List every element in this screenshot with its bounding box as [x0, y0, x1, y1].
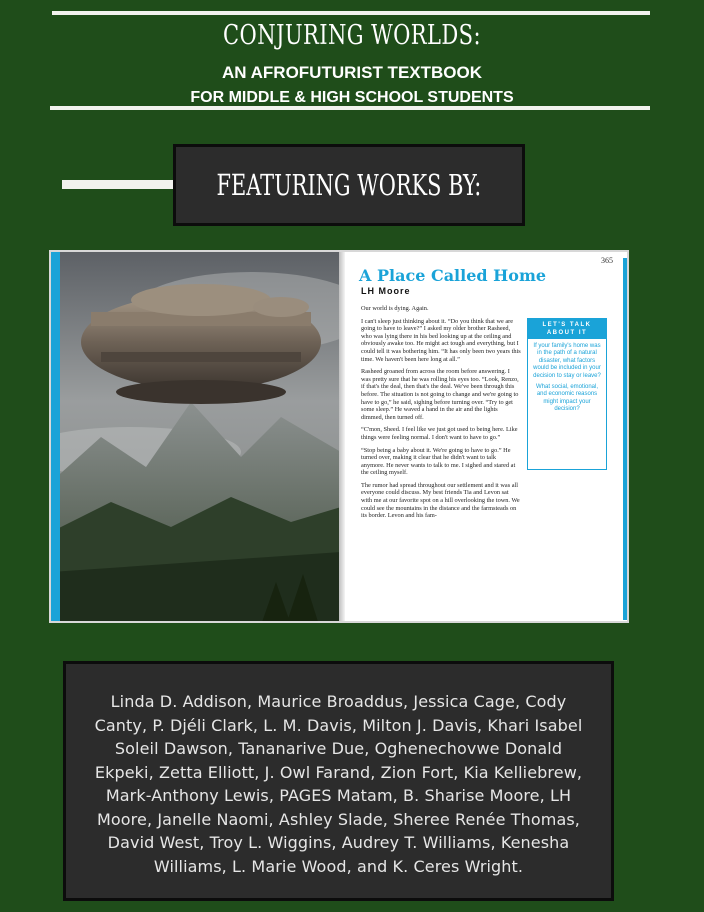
book-spread-image [49, 250, 629, 623]
accent-bar [62, 180, 178, 189]
story-paragraph: Our world is dying. Again. [361, 305, 429, 312]
lets-talk-sidebar [527, 318, 607, 470]
story-paragraph: “Stop being a baby about it. We're going to have to go.” He turned over, making it clear that he didn't want to talk anymore. He never wants to talk to me. I sighed and stared at the ceiling myself. [361, 446, 516, 477]
story-paragraph: Rasheed groaned from across the room before answering. I was pretty sure that he was rolling his eyes too. “Look, Renzo, if that's the deal, then that's the deal. We've been through this before. The situation is not going to change and we're going to have to go,” he said, sighing before turning over. “Try to get some sleep.” He waved a hand in the air and the lights dimmed, then turned off. [361, 368, 519, 421]
discussion-question: What social, emotional, and economic reasons might impact your decision? [535, 384, 599, 413]
book-title: CONJURING WORLDS: [223, 20, 481, 51]
book-subtitle-line1: AN AFROFUTURIST TEXTBOOK [221, 63, 483, 82]
authors-panel [63, 661, 614, 901]
middle-divider [50, 106, 650, 110]
chapter-author: LH Moore [361, 286, 411, 296]
floating-city-illustration [51, 252, 341, 623]
story-text [361, 305, 521, 610]
book-subtitle-line2: FOR MIDDLE & HIGH SCHOOL STUDENTS [190, 89, 514, 106]
chapter-title: A Place Called Home [359, 266, 547, 285]
page-number: 365 [601, 256, 613, 265]
featuring-banner [173, 144, 525, 226]
top-divider [52, 11, 650, 15]
story-paragraph: The rumor had spread throughout our settlement and it was all everyone could discuss. My best friends Tia and Levon sat with me at our favorite spot on a hill overlooking the town. We could see the mountains in the distance and the farmsteads on its border. Levon and his fam- [361, 481, 520, 520]
story-paragraph: I can't sleep just thinking about it. “Do you think that we are going to have to leave?” I asked my older brother Rasheed, who was lying there in his bed looking up at the ceiling and obviously awake too. He might act tough and everything, but I could tell it was bothering him. “It has only been two years this time. We haven't been here long at all.” [361, 317, 521, 363]
author-list: Linda D. Addison, Maurice Broaddus, Jessica Cage, Cody Canty, P. Djéli Clark, L. M. Davis, Milton J. Davis, Khari Isabel Soleil Dawson, Tananarive Due, Oghenechovwe Donald Ekpeki, Zetta Elliott, J. Owl Farand, Zion Fort, Kia Kelliebrew, Mark-Anthony Lewis, PAGES Matam, B. Sharise Moore, LH Moore, Janelle Naomi, Ashley Slade, Sheree Renée Thomas, David West, Troy L. Wiggins, Audrey T. Williams, Kenesha Williams, L. Marie Wood, and K. Ceres Wright. [94, 692, 583, 876]
page-accent-stripe [623, 258, 629, 620]
story-paragraph: “C'mon, Sheed. I feel like we just got used to being here. Like things were feeling normal. I don't want to have to go.” [361, 426, 518, 441]
illustration-page [51, 252, 341, 623]
text-page [345, 252, 629, 623]
discussion-question: If your family's home was in the path of a natural disaster, what factors would be included in your decision to stay or leave? [533, 343, 601, 379]
featuring-label: FEATURING WORKS BY: [216, 168, 482, 202]
page-accent-stripe [51, 252, 60, 623]
lets-talk-header: LET'S TALK ABOUT IT [528, 319, 606, 339]
